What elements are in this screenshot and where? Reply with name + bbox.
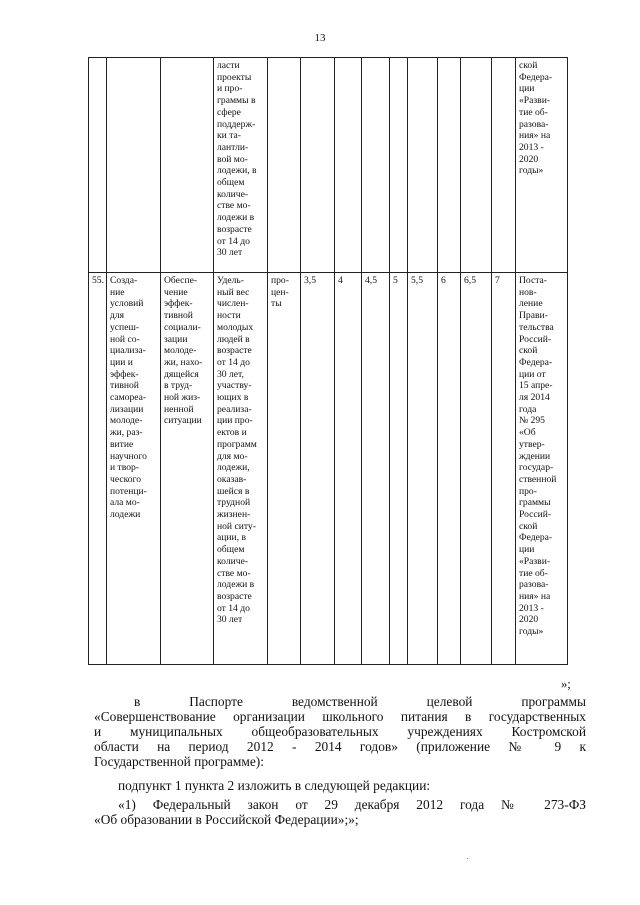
paragraph-passport: [94, 694, 586, 769]
task-cell: Обеспе- чение эффек- тивной социали- зации молоде- жи, нахо- дящейся в труд- ной жиз- ненной ситуации: [161, 273, 214, 665]
value-cell: [301, 58, 335, 273]
table-row: [89, 273, 568, 665]
word: целевой: [426, 694, 473, 709]
value-cell: [461, 58, 492, 273]
table-row: [89, 58, 568, 273]
paragraph-subclause: подпункт 1 пункта 2 изложить в следующей редакции:: [118, 778, 431, 793]
value-cell: 7: [492, 273, 516, 665]
word: программы: [521, 694, 586, 709]
value-cell: 4: [335, 273, 362, 665]
value-cell: [335, 58, 362, 273]
task-cell: [161, 58, 214, 273]
value-cell: [438, 58, 461, 273]
paragraph-line: «Совершенствование организации школьного питания в государственных: [94, 709, 586, 724]
word: ведомственной: [291, 694, 378, 709]
paragraph-line: [94, 694, 586, 709]
paragraph-line: Государственной программе):: [94, 754, 264, 769]
value-cell: 6: [438, 273, 461, 665]
value-cell: 5: [390, 273, 408, 665]
scan-speck: [467, 858, 468, 859]
paragraph-line: «1) Федеральный закон от 29 декабря 2012 года № 273-ФЗ: [118, 797, 586, 812]
goal-cell: [107, 58, 161, 273]
paragraph-line: и муниципальных общеобразовательных учреждениях Костромской: [94, 724, 586, 739]
indicator-cell: ласти проекты и про- граммы в сфере поддерж- ки та- лантли- вой мо- лодежи, в общем количе- стве мо- лодежи в возрасте от 14 до 30 лет: [214, 58, 268, 273]
unit-cell: [268, 58, 301, 273]
value-cell: [390, 58, 408, 273]
closing-quote: »;: [561, 677, 571, 691]
paragraph-line: области на период 2012 - 2014 годов» (приложение № 9 к: [94, 739, 586, 754]
legal-basis-cell: Поста- нов- ление Прави- тельства Россий- ской Федера- ции от 15 апре- ля 2014 года № 295 «Об утвер- ждении государ- ственной про- граммы Россий- ской Федера- ции «Разви- тие об- разова- ния» на 2013 - 2020 годы»: [516, 273, 568, 665]
row-number-cell: 55.: [89, 273, 107, 665]
indicators-table: [88, 57, 568, 665]
value-cell: 4,5: [362, 273, 390, 665]
value-cell: 3,5: [301, 273, 335, 665]
value-cell: 5,5: [408, 273, 438, 665]
indicator-cell: Удель- ный вес числен- ности молодых людей в возрасте от 14 до 30 лет, участву- ющих в реализа- ции про- ектов и программ для мо- лодежи, оказав- шейся в трудной жизнен- ной ситу- ации, в общем количе- стве мо- лодежи в возрасте от 14 до 30 лет: [214, 273, 268, 665]
word: Паспорте: [189, 694, 243, 709]
value-cell: [362, 58, 390, 273]
paragraph-law: [94, 797, 586, 827]
value-cell: [492, 58, 516, 273]
row-number-cell: [89, 58, 107, 273]
paragraph-line: «Об образовании в Российской Федерации»;»;: [94, 812, 359, 827]
value-cell: [408, 58, 438, 273]
page-number: 13: [314, 32, 326, 44]
unit-cell: про- цен- ты: [268, 273, 301, 665]
goal-cell: Созда- ние условий для успеш- ной со- циализа- ции и эффек- тивной самореа- лизации молоде- жи, раз- витие научного и твор- ческого потенци- ала мо- лодежи: [107, 273, 161, 665]
value-cell: 6,5: [461, 273, 492, 665]
word: в: [134, 694, 141, 709]
legal-basis-cell: ской Федера- ции «Разви- тие об- разова- ния» на 2013 - 2020 годы»: [516, 58, 568, 273]
